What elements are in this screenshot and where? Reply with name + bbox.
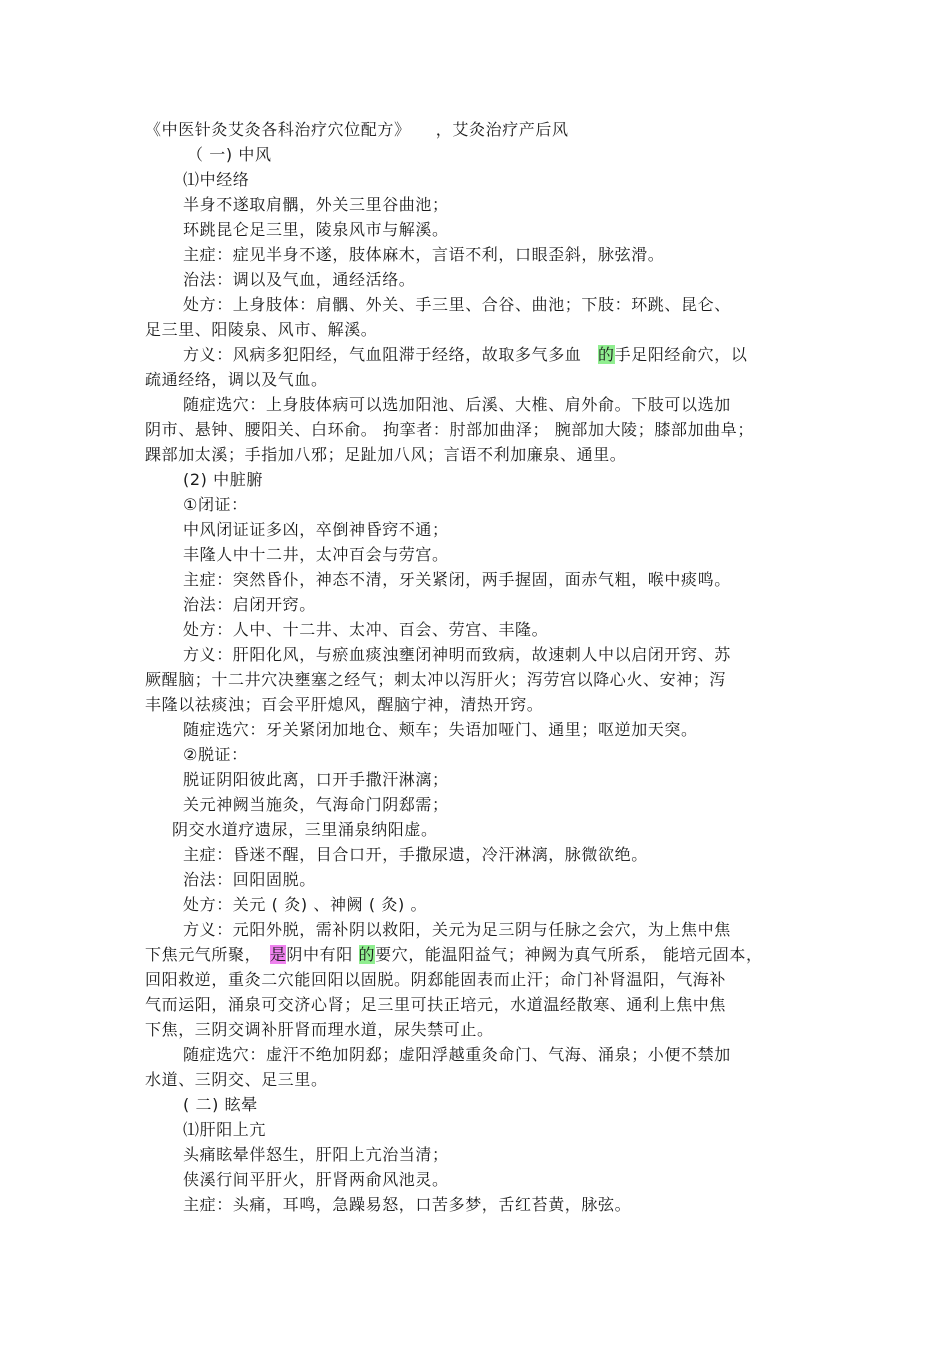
paragraph-line: 处方：人中、十二井、太冲、百会、劳宫、丰隆。 (183, 620, 549, 639)
text-segment: 下焦元气所聚， (145, 945, 270, 964)
paragraph-line: 处方：上身肢体：肩髃、外关、手三里、合谷、曲池；下肢：环跳、昆仑、 (183, 295, 731, 314)
verse-line: 中风闭证证多凶，卒倒神昏窍不通； (183, 520, 449, 539)
subsection-heading: ①闭证： (183, 495, 248, 514)
paragraph-line: 水道、三阴交、足三里。 (145, 1070, 328, 1089)
paragraph-line: 随症选穴：虚汗不绝加阴郄；虚阳浮越重灸命门、气海、涌泉；小便不禁加 (183, 1045, 731, 1064)
paragraph-line: 方义：元阳外脱，需补阴以救阳，关元为足三阴与任脉之会穴，为上焦中焦 (183, 920, 731, 939)
highlighted-text: 的 (598, 345, 615, 364)
paragraph-line: 下焦，三阴交调补肝肾而理水道，尿失禁可止。 (145, 1020, 494, 1039)
verse-line: 半身不遂取肩髃，外关三里谷曲池； (183, 195, 449, 214)
paragraph-line: 处方：关元 ( 灸) 、神阙 ( 灸) 。 (183, 895, 428, 914)
paragraph-line: 主症：突然昏仆，神态不清，牙关紧闭，两手握固，面赤气粗，喉中痰鸣。 (183, 570, 731, 589)
text-segment: 方义：风病多犯阳经，气血阻滞于经络，故取多气多血 (183, 345, 599, 364)
paragraph-line (145, 943, 763, 967)
paragraph-line: 主症：昏迷不醒，目合口开，手撒尿遗，冷汗淋漓，脉微欲绝。 (183, 845, 648, 864)
verse-line: 环跳昆仑足三里，陵泉风市与解溪。 (183, 220, 449, 239)
paragraph-line: 厥醒脑；十二井穴决壅塞之经气；刺太冲以泻肝火；泻劳宫以降心火、安神；泻 (145, 670, 727, 689)
paragraph-line: 疏通经络，调以及气血。 (145, 370, 328, 389)
subsection-heading: ⑴中经络 (183, 170, 250, 189)
paragraph-line: 丰隆以祛痰浊；百会平肝熄风，醒脑宁神，清热开窍。 (145, 695, 544, 714)
highlighted-text: 是 (269, 945, 287, 964)
paragraph-line: 足三里、阳陵泉、风市、解溪。 (145, 320, 378, 339)
paragraph-line: 气而运阳，涌泉可交济心肾；足三里可扶正培元，水道温经散寒、通利上焦中焦 (145, 995, 727, 1014)
section-heading: （ 一) 中风 (187, 145, 272, 164)
verse-line: 头痛眩晕伴怒生，肝阳上亢治当清； (183, 1145, 449, 1164)
paragraph-line: 治法：调以及气血，通经活络。 (183, 270, 416, 289)
section-heading: ( 二) 眩晕 (183, 1095, 258, 1114)
paragraph-line: 主症：头痛，耳鸣，急躁易怒，口苦多梦，舌红苔黄，脉弦。 (183, 1195, 632, 1214)
verse-line: 丰隆人中十二井，太冲百会与劳宫。 (183, 545, 449, 564)
paragraph-line: 阴市、悬钟、腰阳关、白环俞。 拘挛者：肘部加曲泽； 腕部加大陵；膝部加曲阜； (145, 420, 754, 439)
paragraph-line: 踝部加太溪；手指加八邪；足趾加八风；言语不利加廉泉、通里。 (145, 445, 627, 464)
subsection-heading: ⑴肝阳上亢 (183, 1120, 267, 1139)
paragraph-line: 随症选穴：上身肢体病可以选加阳池、后溪、大椎、肩外俞。下肢可以选加 (183, 395, 731, 414)
text-segment: 手足阳经俞穴，以 (614, 345, 748, 364)
paragraph-line: 方义：肝阳化风，与瘀血痰浊壅闭神明而致病，故速刺人中以启闭开窍、苏 (183, 645, 731, 664)
paragraph-line: 回阳救逆，重灸二穴能回阳以固脱。阴郄能固表而止汗；命门补肾温阳，气海补 (145, 970, 727, 989)
text-segment: 要穴，能温阳益气；神阙为真气所系， 能培元固本， (375, 945, 763, 964)
highlighted-text: 的 (358, 945, 376, 964)
verse-line: 侠溪行间平肝火，肝肾两俞风池灵。 (183, 1170, 449, 1189)
subsection-heading: ②脱证： (183, 745, 248, 764)
paragraph-line: 随症选穴：牙关紧闭加地仓、颊车；失语加哑门、通里；呕逆加天突。 (183, 720, 698, 739)
subsection-heading: (2) 中脏腑 (183, 470, 263, 489)
document-title: 《中医针灸艾灸各科治疗穴位配方》 ，艾灸治疗产后风 (145, 120, 569, 139)
verse-line: 关元神阙当施灸，气海命门阴郄需； (183, 795, 449, 814)
verse-line: 脱证阴阳彼此离，口开手撒汗淋漓； (183, 770, 449, 789)
paragraph-line: 治法：回阳固脱。 (183, 870, 316, 889)
paragraph-line: 治法：启闭开窍。 (183, 595, 316, 614)
paragraph-line (183, 343, 747, 367)
text-segment: 阴中有阳 (286, 945, 359, 964)
paragraph-line: 主症：症见半身不遂，肢体麻木，言语不利，口眼歪斜，脉弦滑。 (183, 245, 665, 264)
verse-line: 阴交水道疗遗尿，三里涌泉纳阳虚。 (172, 820, 438, 839)
